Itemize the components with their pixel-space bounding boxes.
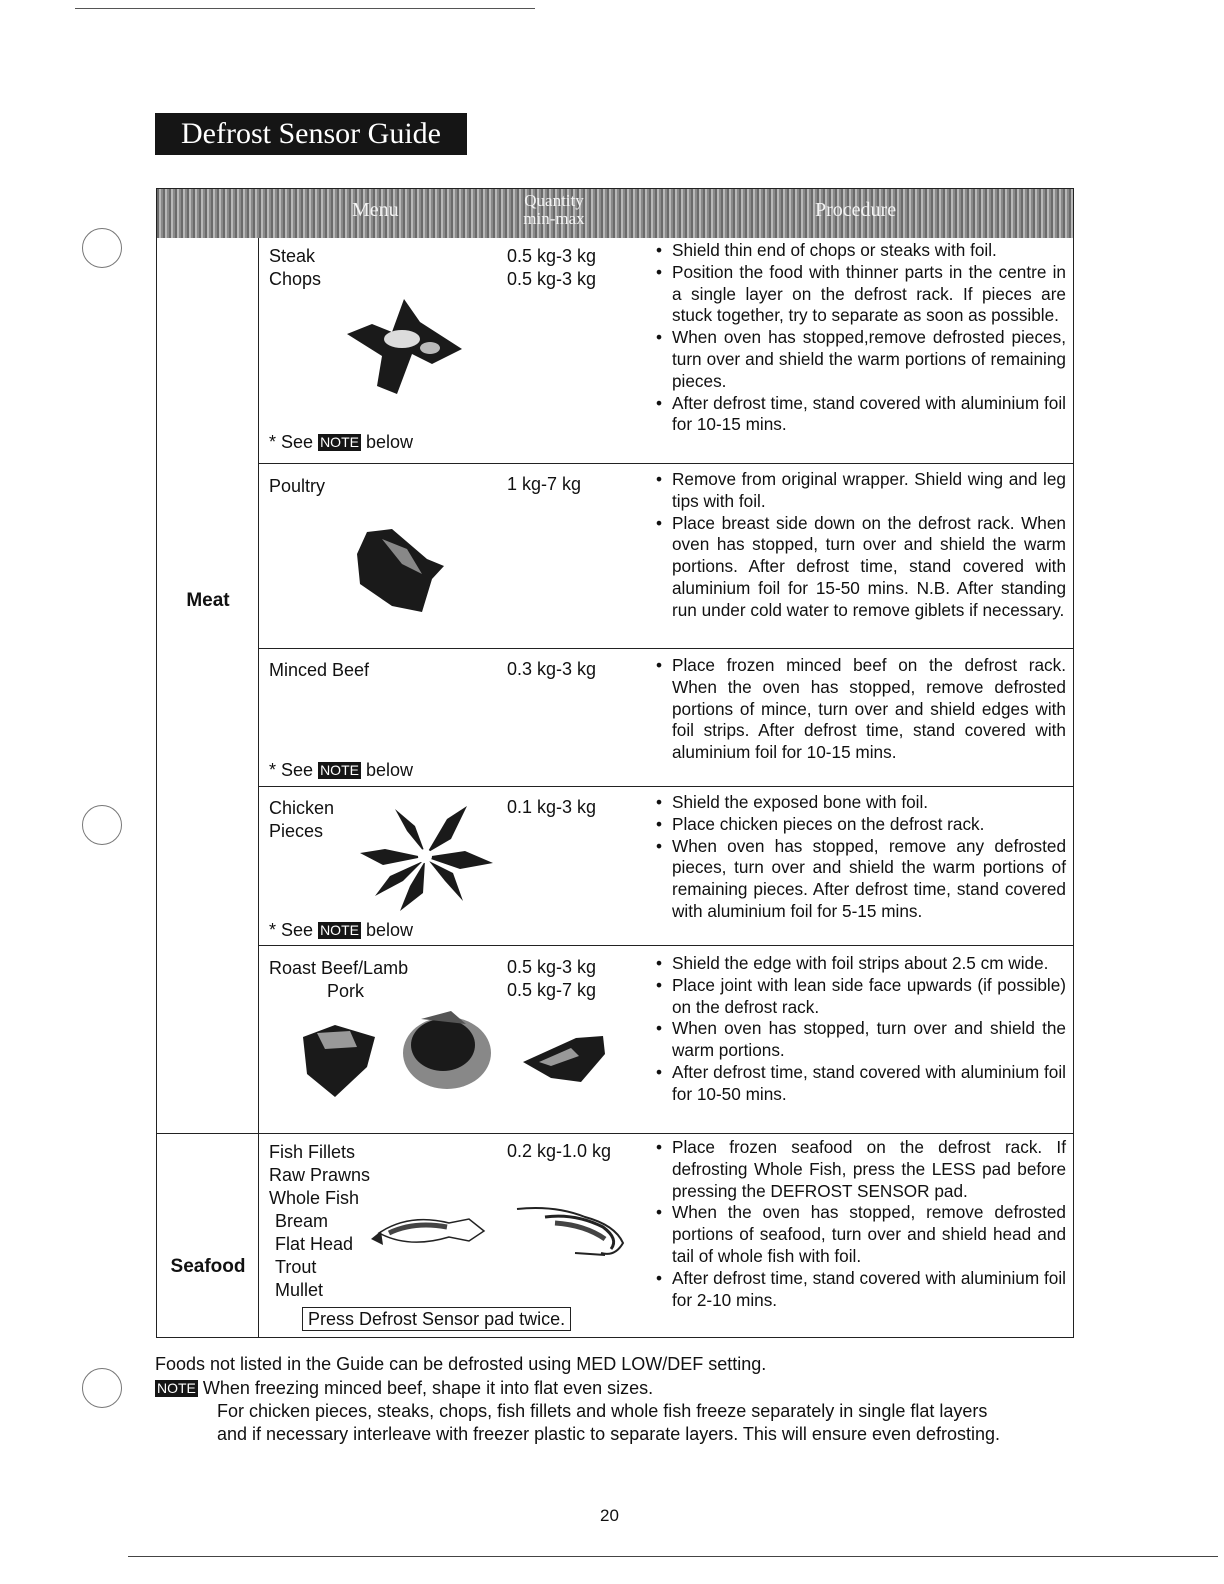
- category-divider: [157, 1133, 1073, 1134]
- roast-lamb-illustration: [401, 1009, 493, 1091]
- prawns-illustration: [515, 1203, 633, 1261]
- bottom-rule: [128, 1556, 1218, 1557]
- procedure-roast: • Shield the edge with foil strips about 2.5 cm wide. • Place joint with lean side face upwards (if possible) on the defrost rack. • When oven has stopped, turn over and shield the warm portions. • After defrost time, stand covered with aluminium foil for 10-50 mins.: [654, 953, 1066, 1106]
- see-note-chicken: * See NOTE below: [269, 920, 413, 940]
- quantity-poultry: 1 kg-7 kg: [507, 474, 582, 494]
- page-title: Defrost Sensor Guide: [155, 113, 467, 155]
- footer-note-line: NOTE When freezing minced beef, shape it into flat even sizes.: [157, 1378, 654, 1398]
- menu-seafood: Fish Fillets Raw Prawns Whole Fish Bream Flat Head Trout Mullet: [269, 1142, 371, 1300]
- quantity-roast: 0.5 kg-3 kg 0.5 kg-7 kg: [507, 957, 597, 1000]
- menu-poultry: Poultry: [269, 476, 326, 496]
- fish-illustration: [369, 1211, 487, 1251]
- category-seafood: Seafood: [170, 1256, 246, 1277]
- procedure-steak: • Shield thin end of chops or steaks with foil. • Position the food with thinner parts in the centre in a single layer on the defrost rack. If pieces are stuck together, try to separate as soon as possible. • When oven has stopped,remove defrosted pieces, turn over and shield the warm portions of remaining pieces. • After defrost time, stand covered with aluminium foil for 10-15 mins.: [654, 240, 1066, 436]
- footer-freezing-tip-1: For chicken pieces, steaks, chops, fish fillets and whole fish freeze separately in single flat layers: [217, 1401, 988, 1421]
- roast-pork-illustration: [521, 1034, 607, 1086]
- row-divider: [258, 945, 1073, 946]
- column-divider: [258, 238, 259, 1337]
- menu-roast: Roast Beef/Lamb Pork: [269, 958, 409, 1001]
- quantity-chicken: 0.1 kg-3 kg: [507, 797, 597, 817]
- header-menu: Menu: [352, 199, 399, 221]
- footer-unlisted-foods: Foods not listed in the Guide can be defrosted using MED LOW/DEF setting.: [155, 1354, 767, 1374]
- note-badge: NOTE: [320, 762, 359, 778]
- procedure-seafood: • Place frozen seafood on the defrost rack. If defrosting Whole Fish, press the LESS pad before pressing the DEFROST SENSOR pad. • When the oven has stopped, remove defrosted portions of seafood, turn over and shield head and tail of whole fish with foil. • After defrost time, stand covered with aluminium foil for 2-10 mins.: [654, 1137, 1066, 1311]
- press-twice-instruction: Press Defrost Sensor pad twice.: [302, 1307, 571, 1331]
- chops-illustration: [342, 294, 467, 399]
- binder-hole: [82, 805, 122, 845]
- defrost-table: [156, 188, 1074, 1338]
- quantity-seafood: 0.2 kg-1.0 kg: [507, 1141, 612, 1161]
- menu-minced-beef: Minced Beef: [269, 660, 370, 680]
- poultry-illustration: [352, 524, 452, 616]
- procedure-minced-beef: • Place frozen minced beef on the defrost rack. When the oven has stopped, remove defrosted portions of mince, turn over and shield edges with foil strips. After defrost time, stand covered with aluminium foil for 10-15 mins.: [654, 655, 1066, 764]
- see-note-steak: * See NOTE below: [269, 432, 413, 452]
- see-note-mince: * See NOTE below: [269, 760, 413, 780]
- binder-hole: [82, 228, 122, 268]
- category-meat: Meat: [186, 590, 230, 611]
- menu-steak: Steak Chops: [269, 246, 322, 289]
- page-number: 20: [600, 1506, 619, 1525]
- procedure-poultry: • Remove from original wrapper. Shield wing and leg tips with foil. • Place breast side down on the defrost rack. When oven has stopped, turn over and shield the warm portions. After defrost time, stand covered with aluminium foil for 15-50 mins. N.B. After standing run under cold water to remove giblets if necessary.: [654, 469, 1066, 622]
- row-divider: [258, 648, 1073, 649]
- row-divider: [258, 463, 1073, 464]
- binder-hole: [82, 1368, 122, 1408]
- menu-chicken-pieces: Chicken Pieces: [269, 798, 335, 841]
- note-badge: NOTE: [320, 434, 359, 450]
- procedure-chicken: • Shield the exposed bone with foil. • Place chicken pieces on the defrost rack. • When oven has stopped, remove any defrosted pieces, turn over and shield the warm portions of remaining pieces. After defrost time, stand covered with aluminium foil for 5-15 mins.: [654, 792, 1066, 923]
- note-badge: NOTE: [320, 922, 359, 938]
- quantity-minced-beef: 0.3 kg-3 kg: [507, 659, 597, 679]
- chicken-pieces-illustration: [355, 801, 495, 913]
- quantity-steak: 0.5 kg-3 kg 0.5 kg-3 kg: [507, 246, 597, 289]
- row-divider: [258, 786, 1073, 787]
- note-badge: NOTE: [157, 1380, 196, 1396]
- top-rule: [75, 8, 535, 9]
- header-procedure: Procedure: [815, 199, 897, 221]
- table-header: [157, 189, 1073, 238]
- header-quantity: Quantity min-max: [523, 191, 585, 228]
- footer-freezing-tip-2: and if necessary interleave with freezer plastic to separate layers. This will ensure even defrosting.: [217, 1424, 1001, 1444]
- roast-beef-illustration: [295, 1019, 381, 1099]
